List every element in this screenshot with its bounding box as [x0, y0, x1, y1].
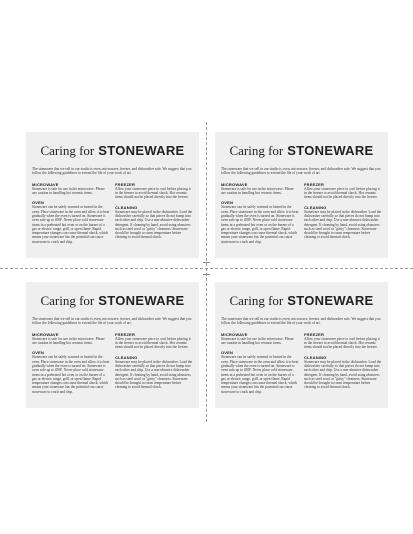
card-intro: The stoneware that we sell in our studio is oven, microwave, freezer, and dishwasher safe. We suggest that you follow the following guidelines to extend the life of your work of art.	[32, 167, 192, 176]
oven-section	[32, 350, 110, 394]
card-title-brand: STONEWARE	[287, 293, 374, 308]
cleaning-section	[115, 205, 193, 240]
freezer-section	[304, 182, 382, 200]
cleaning-text: Stoneware may be placed in the dishwasher. Load the dishwasher carefully so that pieces do not bump into each other and chip. Use a non-abrasive dishwasher detergent. If cleaning by hand, avoid using abrasives such as steel wool or "gritty" cleansers. Stoneware should be brought to room temperature before cleaning to avoid thermal shock.	[304, 359, 382, 390]
card-title-prefix: Caring for	[229, 293, 284, 308]
card-columns	[32, 332, 193, 399]
care-card	[215, 132, 388, 258]
card-left-column	[221, 332, 299, 399]
cleaning-text: Stoneware may be placed in the dishwasher. Load the dishwasher carefully so that pieces do not bump into each other and chip. Use a non-abrasive dishwasher detergent. If cleaning by hand, avoid using abrasives such as steel wool or "gritty" cleansers. Stoneware should be brought to room temperature before cleaning to avoid thermal shock.	[115, 209, 193, 240]
freezer-heading: FREEZER	[304, 181, 325, 187]
freezer-section	[115, 332, 193, 350]
card-right-column	[115, 182, 193, 249]
card-right-column	[115, 332, 193, 399]
microwave-heading: MICROWAVE	[32, 331, 59, 337]
microwave-section	[32, 182, 110, 196]
oven-heading: OVEN	[32, 200, 45, 206]
care-card	[215, 282, 388, 408]
card-title	[221, 143, 382, 159]
care-card	[26, 282, 199, 408]
cleaning-heading: CLEANING	[115, 354, 138, 360]
freezer-text: Allow your stoneware piece to cool before placing it in the freezer to avoid thermal shock. Hot ceramic items should not be placed directly into the freezer.	[304, 186, 380, 200]
card-right-column	[304, 332, 382, 399]
microwave-text: Stoneware is safe for use in the microwave. Please use caution in handling hot ceramic items.	[32, 186, 105, 196]
microwave-text: Stoneware is safe for use in the microwave. Please use caution in handling hot ceramic items.	[221, 336, 294, 346]
card-title-brand: STONEWARE	[287, 143, 374, 158]
card-intro: The stoneware that we sell in our studio is oven, microwave, freezer, and dishwasher safe. We suggest that you follow the following guidelines to extend the life of your work of art.	[32, 317, 192, 326]
freezer-text: Allow your stoneware piece to cool before placing it in the freezer to avoid thermal shock. Hot ceramic items should not be placed directly into the freezer.	[115, 336, 191, 350]
card-title-prefix: Caring for	[40, 143, 95, 158]
oven-text: Stoneware can be safely warmed or heated in the oven. Place stoneware in the oven and allow it to heat gradually when the oven is turned on. Stoneware is oven safe up to 450F. Never place cold stoneware items in a preheated hot oven or on the burner of a gas or electric range, grill, or open flame. Rapid temperature changes can cause thermal shock, which means your stoneware has the potential can cause stoneware to crack and chip.	[32, 355, 110, 394]
freezer-text: Allow your stoneware piece to cool before placing it in the freezer to avoid thermal shock. Hot ceramic items should not be placed directly into the freezer.	[115, 186, 191, 200]
card-columns	[221, 332, 382, 399]
oven-text: Stoneware can be safely warmed or heated in the oven. Place stoneware in the oven and allow it to heat gradually when the oven is turned on. Stoneware is oven safe up to 450F. Never place cold stoneware items in a preheated hot oven or on the burner of a gas or electric range, grill, or open flame. Rapid temperature changes can cause thermal shock, which means your stoneware has the potential can cause stoneware to crack and chip.	[221, 205, 299, 244]
card-sheet	[18, 122, 396, 422]
freezer-heading: FREEZER	[304, 331, 325, 337]
cleaning-heading: CLEANING	[115, 204, 138, 210]
microwave-heading: MICROWAVE	[221, 331, 248, 337]
cleaning-heading: CLEANING	[304, 204, 327, 210]
cleaning-text: Stoneware may be placed in the dishwasher. Load the dishwasher carefully so that pieces do not bump into each other and chip. Use a non-abrasive dishwasher detergent. If cleaning by hand, avoid using abrasives such as steel wool or "gritty" cleansers. Stoneware should be brought to room temperature before cleaning to avoid thermal shock.	[115, 359, 193, 390]
card-title-prefix: Caring for	[229, 143, 284, 158]
oven-text: Stoneware can be safely warmed or heated in the oven. Place stoneware in the oven and allow it to heat gradually when the oven is turned on. Stoneware is oven safe up to 450F. Never place cold stoneware items in a preheated hot oven or on the burner of a gas or electric range, grill, or open flame. Rapid temperature changes can cause thermal shock, which means your stoneware has the potential can cause stoneware to crack and chip.	[32, 205, 110, 244]
oven-heading: OVEN	[32, 350, 45, 356]
card-title	[32, 143, 193, 159]
crop-mark	[203, 262, 210, 263]
card-left-column	[32, 332, 110, 399]
freezer-heading: FREEZER	[115, 181, 136, 187]
freezer-text: Allow your stoneware piece to cool before placing it in the freezer to avoid thermal shock. Hot ceramic items should not be placed directly into the freezer.	[304, 336, 380, 350]
card-intro: The stoneware that we sell in our studio is oven, microwave, freezer, and dishwasher safe. We suggest that you follow the following guidelines to extend the life of your work of art.	[221, 167, 381, 176]
microwave-text: Stoneware is safe for use in the microwave. Please use caution in handling hot ceramic items.	[32, 336, 105, 346]
microwave-text: Stoneware is safe for use in the microwave. Please use caution in handling hot ceramic items.	[221, 186, 294, 196]
cleaning-heading: CLEANING	[304, 354, 327, 360]
freezer-section	[115, 182, 193, 200]
oven-text: Stoneware can be safely warmed or heated in the oven. Place stoneware in the oven and allow it to heat gradually when the oven is turned on. Stoneware is oven safe up to 450F. Never place cold stoneware items in a preheated hot oven or on the burner of a gas or electric range, grill, or open flame. Rapid temperature changes can cause thermal shock, which means your stoneware has the potential can cause stoneware to crack and chip.	[221, 355, 299, 394]
crop-mark	[203, 274, 210, 275]
vertical-cut-line	[206, 122, 207, 422]
card-columns	[32, 182, 193, 249]
card-title	[221, 293, 382, 309]
card-columns	[221, 182, 382, 249]
cleaning-section	[115, 355, 193, 390]
care-card	[26, 132, 199, 258]
cleaning-section	[304, 205, 382, 240]
microwave-section	[221, 182, 299, 196]
freezer-heading: FREEZER	[115, 331, 136, 337]
card-intro: The stoneware that we sell in our studio is oven, microwave, freezer, and dishwasher safe. We suggest that you follow the following guidelines to extend the life of your work of art.	[221, 317, 381, 326]
card-title-brand: STONEWARE	[98, 293, 185, 308]
oven-section	[32, 200, 110, 244]
card-title	[32, 293, 193, 309]
card-title-brand: STONEWARE	[98, 143, 185, 158]
oven-heading: OVEN	[221, 350, 234, 356]
card-left-column	[221, 182, 299, 249]
card-left-column	[32, 182, 110, 249]
microwave-heading: MICROWAVE	[221, 181, 248, 187]
microwave-section	[221, 332, 299, 346]
microwave-heading: MICROWAVE	[32, 181, 59, 187]
freezer-section	[304, 332, 382, 350]
oven-heading: OVEN	[221, 200, 234, 206]
microwave-section	[32, 332, 110, 346]
oven-section	[221, 350, 299, 394]
card-right-column	[304, 182, 382, 249]
card-title-prefix: Caring for	[40, 293, 95, 308]
oven-section	[221, 200, 299, 244]
cleaning-text: Stoneware may be placed in the dishwasher. Load the dishwasher carefully so that pieces do not bump into each other and chip. Use a non-abrasive dishwasher detergent. If cleaning by hand, avoid using abrasives such as steel wool or "gritty" cleansers. Stoneware should be brought to room temperature before cleaning to avoid thermal shock.	[304, 209, 382, 240]
cleaning-section	[304, 355, 382, 390]
